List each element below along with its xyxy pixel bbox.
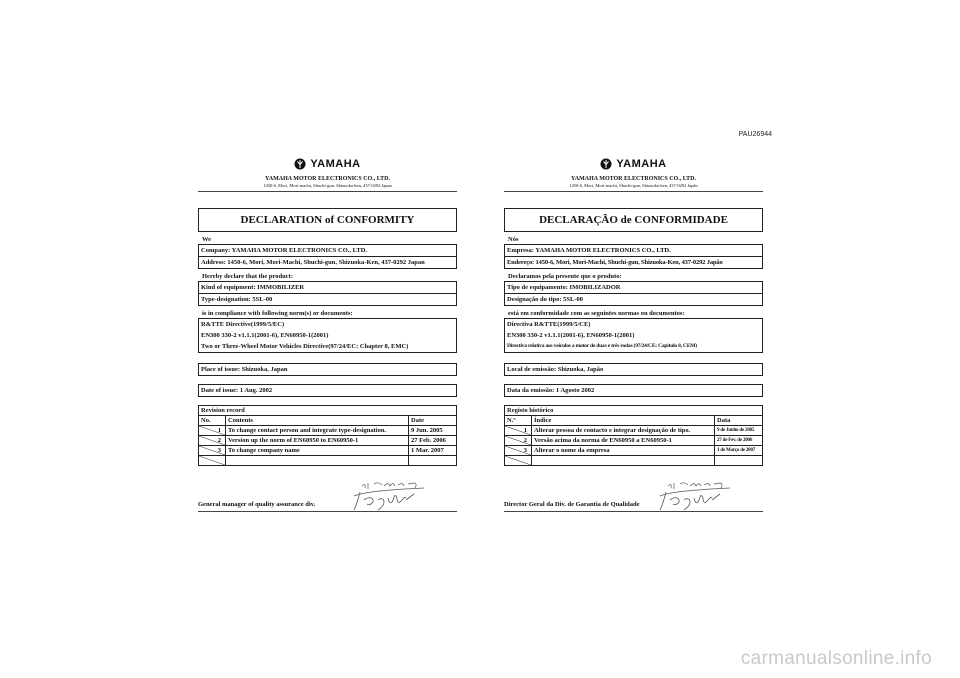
declaration-portuguese <box>504 157 763 512</box>
norm-item: EN300 330-2 v1.1.1(2001-6), EN60950-1(2001) <box>507 332 635 339</box>
we-label: We <box>202 236 212 243</box>
signature-line <box>198 511 457 512</box>
revision-contents: To change company name <box>226 446 409 456</box>
norm-item: Two or Three-Wheel Motor Vehicles Directive(97/24/EC: Chapter 8, EMC) <box>201 343 409 350</box>
header-divider <box>504 191 763 192</box>
norms-box <box>504 318 763 353</box>
equipment-row: Kind of equipment: IMMOBILIZER <box>201 284 305 291</box>
declare-label: Declaramos pela presente que o produto: <box>508 273 622 280</box>
table-row-empty <box>505 456 763 466</box>
revision-number: 2 <box>505 436 532 446</box>
table-row <box>505 426 763 436</box>
signature-block <box>504 482 763 512</box>
revision-contents: To change contact person and integrate type-designation. <box>226 426 409 436</box>
signatory-title: General manager of quality assurance div. <box>198 501 316 508</box>
equipment-row: Tipo de equipamento: IMOBILIZADOR <box>507 284 621 291</box>
revision-header-date: Date <box>409 416 457 426</box>
yamaha-logo <box>198 157 457 171</box>
page-code: PAU26944 <box>738 131 772 138</box>
product-box <box>504 281 763 306</box>
header-divider <box>198 191 457 192</box>
signatory-title: Director Geral da Div. de Garantia de Qualidade <box>504 501 640 508</box>
revision-number: 1 <box>505 426 532 436</box>
norms-box <box>198 318 457 353</box>
revision-header-no: N.º <box>505 416 532 426</box>
company-row: Empresa: YAMAHA MOTOR ELECTRONICS CO., LTD. <box>507 247 671 254</box>
tuning-fork-emblem-icon <box>294 158 306 170</box>
type-row: Designação do tipo: 5SL-00 <box>505 293 762 305</box>
we-label: Nós <box>508 236 519 243</box>
revision-date: 9 de Junho de 2005 <box>715 426 763 436</box>
handwritten-signature-icon <box>654 480 744 512</box>
revision-number: 3 <box>505 446 532 456</box>
revision-header-contents: Índice <box>532 416 715 426</box>
revision-contents: Version up the norm of EN60950 to EN60950-1 <box>226 436 409 446</box>
date-box <box>198 384 457 397</box>
place-row: Local de emissão: Shizuoka, Japão <box>507 366 604 373</box>
declaration-english <box>198 157 457 512</box>
brand-name: YAMAHA <box>616 158 667 170</box>
company-header: YAMAHA MOTOR ELECTRONICS CO., LTD. <box>571 176 696 182</box>
revision-contents: Versão acima da norma de EN60950 a EN60950-1 <box>532 436 715 446</box>
company-header: YAMAHA MOTOR ELECTRONICS CO., LTD. <box>265 176 390 182</box>
declare-label: Hereby declare that the product: <box>202 273 293 280</box>
revision-table <box>198 405 457 466</box>
table-row <box>199 426 457 436</box>
revision-contents: Alterar o nome da empresa <box>532 446 715 456</box>
revision-header-date: Data <box>715 416 763 426</box>
date-box <box>504 384 763 397</box>
revision-date: 27 de Fev. de 2006 <box>715 436 763 446</box>
brand-name: YAMAHA <box>310 158 361 170</box>
company-box <box>504 244 763 269</box>
document-title: DECLARAÇÃO de CONFORMIDADE <box>504 208 763 232</box>
revision-number: 2 <box>199 436 226 446</box>
revision-title: Registo histórico <box>505 406 763 416</box>
table-row <box>505 446 763 456</box>
compliance-label: está em conformidade com as seguintes normas ou documentos: <box>508 310 685 317</box>
revision-contents: Alterar pessoa de contacto e integrar designação de tipo. <box>532 426 715 436</box>
norm-item: Directiva relativa aos veículos a motor de duas e três rodas (97/24/CE: Capítulo 8, CEM) <box>507 343 697 349</box>
compliance-label: is in compliance with following norm(s) or documents: <box>202 310 353 317</box>
watermark: carmanualsonline.info <box>740 648 932 669</box>
table-row <box>199 446 457 456</box>
place-row: Place of issue: Shizuoka, Japan <box>201 366 288 373</box>
tuning-fork-emblem-icon <box>600 158 612 170</box>
table-row-empty <box>199 456 457 466</box>
revision-date: 9 Jun. 2005 <box>409 426 457 436</box>
signature-line <box>504 511 763 512</box>
document-title: DECLARATION of CONFORMITY <box>198 208 457 232</box>
handwritten-signature-icon <box>348 480 438 512</box>
norm-item: Directiva R&TTE(1999/5/CE) <box>507 321 591 328</box>
revision-number: 1 <box>199 426 226 436</box>
company-box <box>198 244 457 269</box>
type-row: Type-designation: 5SL-00 <box>199 293 456 305</box>
product-box <box>198 281 457 306</box>
revision-number: 3 <box>199 446 226 456</box>
norm-item: EN300 330-2 v1.1.1(2001-6), EN60950-1(2001) <box>201 332 329 339</box>
company-address: 1450-6, Mori, Mori-machi, Shuchi-gun, Shizuoka-ken, 437-0292 Japan <box>263 183 392 188</box>
place-box <box>504 363 763 376</box>
revision-header-contents: Contents <box>226 416 409 426</box>
revision-date: 1 Mar. 2007 <box>409 446 457 456</box>
company-row: Company: YAMAHA MOTOR ELECTRONICS CO., LTD. <box>201 247 368 254</box>
revision-table <box>504 405 763 466</box>
company-address: 1450-6, Mori, Mori-machi, Shuchi-gun, Shizuoka-ken, 437-0292 Japão <box>569 183 698 188</box>
place-box <box>198 363 457 376</box>
revision-title: Revision record <box>199 406 457 416</box>
table-row <box>505 436 763 446</box>
yamaha-logo <box>504 157 763 171</box>
address-row: Endereço: 1450-6, Mori, Mori-Machi, Shuchi-gun, Shizuoka-Ken, 437-0292 Japão <box>505 256 762 268</box>
revision-date: 27 Feb. 2006 <box>409 436 457 446</box>
revision-header-no: No. <box>199 416 226 426</box>
norm-item: R&TTE Directive(1999/5/EC) <box>201 321 285 328</box>
date-row: Data da emissão: 1 Agosto 2002 <box>507 387 595 394</box>
table-row <box>199 436 457 446</box>
revision-date: 1 de Março de 2007 <box>715 446 763 456</box>
date-row: Date of issue: 1 Aug. 2002 <box>201 387 273 394</box>
signature-block <box>198 482 457 512</box>
address-row: Address: 1450-6, Mori, Mori-Machi, Shuchi-gun, Shizuoka-Ken, 437-0292 Japan <box>199 256 456 268</box>
